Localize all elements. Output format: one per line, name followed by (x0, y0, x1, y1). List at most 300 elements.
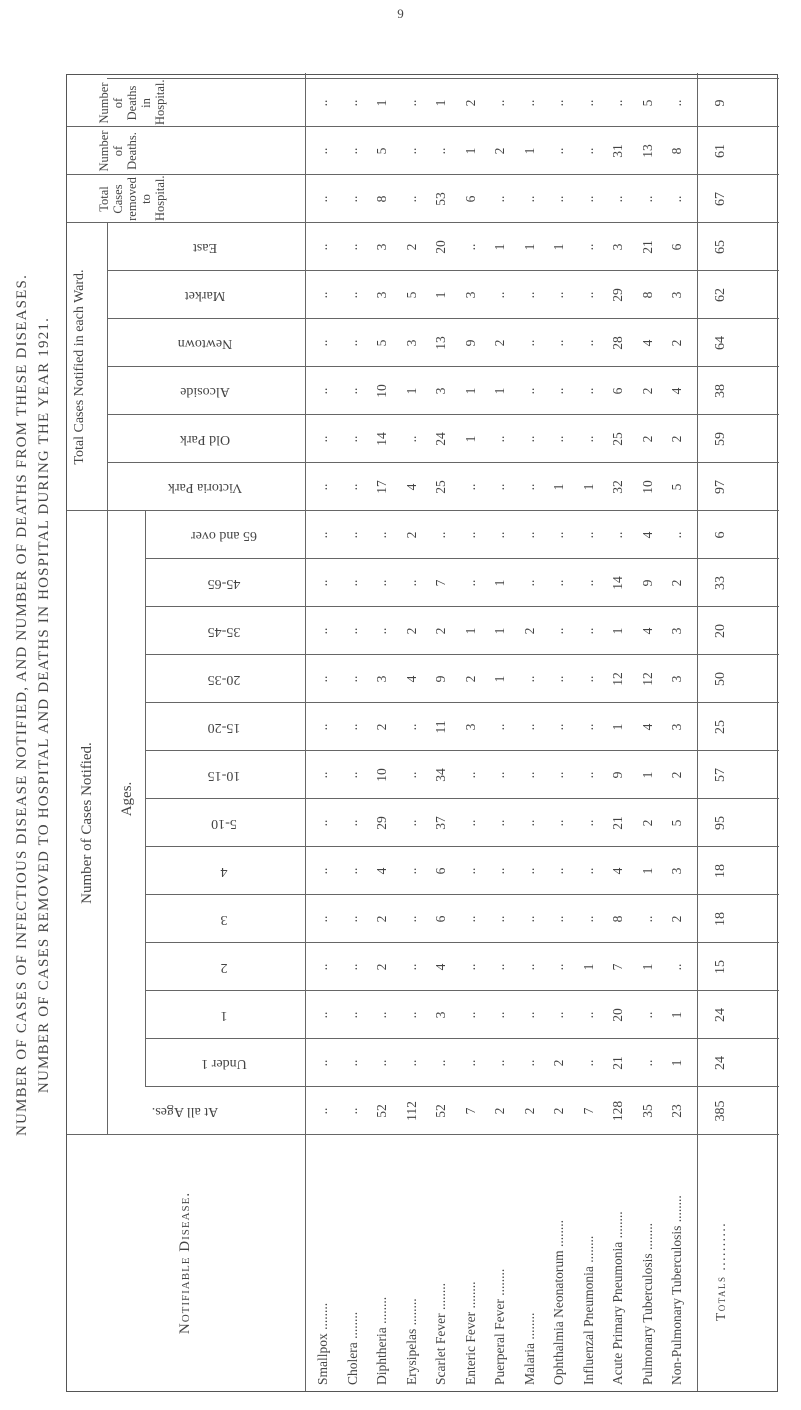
data-cell: .. (521, 819, 537, 827)
data-cell: .. (492, 483, 507, 491)
data-cell: .. (492, 867, 507, 875)
ward-rule (107, 223, 108, 511)
total-cell: 61 (712, 144, 728, 158)
data-cell: 7 (462, 1107, 478, 1115)
disease-label: Acute Primary Pneumonia ........ (610, 1211, 625, 1385)
data-cell: .. (374, 531, 389, 539)
data-cell: 9 (433, 675, 448, 683)
data-cell: 8 (669, 147, 684, 155)
data-cell: 1 (462, 435, 478, 443)
data-cell: .. (344, 1011, 360, 1019)
data-cell: .. (403, 1059, 419, 1067)
data-cell: 2 (374, 963, 389, 971)
data-cell: 1 (669, 1059, 684, 1067)
ward-col-header: East (192, 240, 218, 255)
data-cell: .. (580, 243, 596, 251)
data-cell: .. (462, 531, 478, 539)
data-cell: 13 (639, 144, 655, 158)
data-cell: .. (403, 819, 419, 827)
ward-col-header: Market (184, 288, 226, 303)
data-cell: .. (492, 291, 507, 299)
data-cell: .. (315, 1107, 330, 1115)
data-cell: 2 (551, 1107, 566, 1115)
data-cell: 9 (610, 771, 625, 779)
data-cell: 1 (639, 963, 655, 971)
data-cell: 2 (433, 627, 448, 635)
data-cell: .. (551, 675, 566, 683)
data-cell: .. (551, 627, 566, 635)
data-cell: .. (344, 387, 360, 395)
data-cell: 14 (374, 432, 389, 446)
data-cell: .. (580, 387, 596, 395)
data-cell: 2 (374, 915, 389, 923)
age-col-header: 10-15 (207, 768, 241, 783)
data-cell: 2 (551, 1059, 566, 1067)
data-cell: 53 (433, 192, 448, 206)
total-cell: 25 (712, 720, 728, 734)
data-cell: 3 (433, 1011, 448, 1019)
data-cell: 1 (374, 99, 389, 107)
data-cell: .. (315, 99, 330, 107)
data-cell: .. (403, 435, 419, 443)
data-cell: 5 (669, 483, 684, 491)
data-cell: 3 (374, 243, 389, 251)
data-cell: 4 (639, 339, 655, 347)
data-cell: .. (492, 1011, 507, 1019)
age-col-header: 15-20 (207, 720, 241, 735)
total-cell: 64 (712, 336, 728, 350)
data-cell: .. (521, 963, 537, 971)
data-cell: 2 (639, 387, 655, 395)
data-cell: 25 (610, 432, 625, 446)
data-cell: .. (315, 771, 330, 779)
data-cell: .. (639, 915, 655, 923)
data-cell: .. (492, 771, 507, 779)
data-cell: .. (551, 195, 566, 203)
data-cell: .. (551, 531, 566, 539)
data-cell: 3 (374, 675, 389, 683)
data-cell: 31 (610, 144, 625, 158)
data-cell: .. (344, 531, 360, 539)
disease-label: Non-Pulmonary Tuberculosis ........ (669, 1195, 684, 1385)
data-cell: .. (403, 771, 419, 779)
data-cell: .. (580, 1059, 596, 1067)
age-col-header: 65 and over (190, 528, 258, 543)
data-cell: .. (344, 915, 360, 923)
title-line-1: NUMBER OF CASES OF INFECTIOUS DISEASE NOTIFIED, AND NUMBER OF DEATHS FROM THESE DISEASES. (14, 273, 30, 1137)
data-cell: 2 (462, 675, 478, 683)
data-cell: 3 (669, 291, 684, 299)
data-cell: .. (315, 867, 330, 875)
total-cell: 38 (712, 384, 728, 398)
data-cell: .. (344, 963, 360, 971)
data-cell: .. (433, 531, 448, 539)
data-cell: 1 (521, 147, 537, 155)
data-cell: 32 (610, 480, 625, 494)
disease-label: Scarlet Fever ........ (433, 1283, 448, 1385)
data-cell: 2 (669, 435, 684, 443)
data-cell: .. (580, 147, 596, 155)
data-cell: .. (344, 99, 360, 107)
data-cell: 14 (610, 576, 625, 590)
data-cell: .. (403, 867, 419, 875)
data-cell: 2 (462, 99, 478, 107)
data-cell: 3 (403, 339, 419, 347)
data-cell: 2 (492, 1107, 507, 1115)
data-cell: 3 (669, 867, 684, 875)
data-cell: .. (374, 627, 389, 635)
data-cell: .. (403, 723, 419, 731)
data-cell: .. (521, 531, 537, 539)
data-cell: .. (551, 819, 566, 827)
data-cell: 5 (374, 147, 389, 155)
data-cell: .. (521, 291, 537, 299)
data-cell: .. (315, 195, 330, 203)
data-cell: .. (521, 867, 537, 875)
data-cell: .. (433, 1059, 448, 1067)
data-cell: .. (610, 99, 625, 107)
data-cell: 1 (492, 387, 507, 395)
data-cell: 52 (433, 1104, 448, 1118)
data-cell: .. (669, 963, 684, 971)
data-cell: .. (315, 915, 330, 923)
data-cell: 10 (374, 384, 389, 398)
data-cell: .. (492, 99, 507, 107)
data-cell: .. (580, 819, 596, 827)
total-cell: 385 (712, 1100, 728, 1122)
total-cell: 6 (712, 531, 728, 539)
age-col-header: 35-45 (207, 624, 241, 639)
data-cell: .. (521, 915, 537, 923)
data-cell: 1 (580, 483, 596, 491)
data-cell: .. (344, 867, 360, 875)
total-cell: 95 (712, 816, 728, 830)
data-cell: .. (403, 195, 419, 203)
data-cell: .. (315, 435, 330, 443)
data-cell: .. (344, 195, 360, 203)
data-cell: .. (315, 147, 330, 155)
data-cell: 128 (610, 1100, 625, 1122)
data-cell: 5 (669, 819, 684, 827)
data-cell: 1 (492, 579, 507, 587)
data-cell: .. (315, 627, 330, 635)
data-cell: .. (315, 819, 330, 827)
data-cell: 1 (521, 243, 537, 251)
total-cell: 62 (712, 288, 728, 302)
ages-header: Ages. (119, 781, 135, 817)
data-cell: .. (492, 195, 507, 203)
data-cell: .. (315, 387, 330, 395)
data-cell: 9 (462, 339, 478, 347)
data-cell: .. (315, 1011, 330, 1019)
data-cell: 17 (374, 480, 389, 494)
removed-header: Total Cases removed to Hospital. (97, 175, 167, 221)
data-cell: .. (374, 579, 389, 587)
total-cell: 67 (712, 192, 728, 206)
data-cell: 3 (462, 723, 478, 731)
data-cell: 28 (610, 336, 625, 350)
data-cell: 4 (610, 867, 625, 875)
total-cell: 57 (712, 768, 728, 782)
data-cell: 5 (403, 291, 419, 299)
data-cell: .. (492, 531, 507, 539)
data-cell: .. (551, 147, 566, 155)
data-cell: .. (580, 339, 596, 347)
data-cell: 112 (403, 1101, 419, 1121)
data-cell: 1 (580, 963, 596, 971)
data-cell: .. (462, 867, 478, 875)
data-cell: .. (315, 243, 330, 251)
disease-label: Erysipelas ........ (403, 1298, 419, 1385)
age-col-header: 20-35 (207, 672, 241, 687)
data-cell: .. (521, 1059, 537, 1067)
data-cell: .. (551, 771, 566, 779)
data-cell: .. (639, 195, 655, 203)
disease-label: Smallpox ........ (315, 1302, 330, 1385)
data-cell: .. (639, 1059, 655, 1067)
data-cell: 1 (462, 147, 478, 155)
data-cell: 1 (669, 1011, 684, 1019)
data-cell: .. (374, 1011, 389, 1019)
data-cell: .. (492, 723, 507, 731)
data-cell: .. (521, 1011, 537, 1019)
total-cell: 15 (712, 960, 728, 974)
data-cell: 1 (492, 675, 507, 683)
data-cell: .. (669, 195, 684, 203)
data-cell: .. (344, 819, 360, 827)
disease-label: Puerperal Fever ........ (492, 1268, 507, 1385)
data-cell: 24 (433, 432, 448, 446)
data-cell: .. (492, 963, 507, 971)
data-cell: 4 (403, 483, 419, 491)
data-cell: .. (344, 435, 360, 443)
data-cell: 2 (639, 435, 655, 443)
data-cell: 1 (551, 243, 566, 251)
data-cell: .. (492, 435, 507, 443)
data-cell: .. (344, 291, 360, 299)
data-cell: .. (462, 771, 478, 779)
data-cell: .. (344, 675, 360, 683)
data-cell: 52 (374, 1104, 389, 1118)
data-cell: .. (610, 531, 625, 539)
total-cell: 24 (712, 1008, 728, 1022)
data-cell: 7 (610, 963, 625, 971)
data-cell: 2 (492, 147, 507, 155)
data-cell: 1 (492, 243, 507, 251)
data-cell: .. (551, 723, 566, 731)
total-cell: 97 (712, 480, 728, 494)
data-cell: .. (551, 99, 566, 107)
data-cell: .. (580, 579, 596, 587)
data-cell: .. (344, 1107, 360, 1115)
data-cell: .. (315, 579, 330, 587)
number-notified-header: Number of Cases Notified. (79, 742, 95, 904)
data-cell: 4 (433, 963, 448, 971)
data-cell: 6 (433, 867, 448, 875)
data-cell: .. (344, 483, 360, 491)
data-cell: 3 (374, 291, 389, 299)
title-line-2: NUMBER OF CASES REMOVED TO HOSPITAL AND DEATHS IN HOSPITAL DURING THE YEAR 1921. (36, 316, 52, 1094)
data-cell: 1 (610, 723, 625, 731)
data-cell: 2 (521, 627, 537, 635)
data-cell: 2 (403, 627, 419, 635)
data-cell: .. (344, 339, 360, 347)
data-cell: .. (315, 483, 330, 491)
ages-rule (145, 511, 146, 1087)
data-cell: .. (492, 915, 507, 923)
data-cell: .. (344, 723, 360, 731)
total-cell: 9 (712, 99, 728, 107)
header-rule (305, 73, 306, 1391)
data-cell: .. (315, 1059, 330, 1067)
data-cell: .. (580, 291, 596, 299)
total-cell: 59 (712, 432, 728, 446)
data-cell: 34 (433, 768, 448, 782)
data-cell: .. (492, 819, 507, 827)
data-cell: 7 (433, 579, 448, 587)
total-cell: 18 (712, 912, 728, 926)
data-cell: .. (492, 1059, 507, 1067)
data-cell: 1 (610, 627, 625, 635)
data-cell: .. (521, 723, 537, 731)
data-cell: .. (551, 339, 566, 347)
data-cell: 1 (462, 627, 478, 635)
data-cell: .. (521, 435, 537, 443)
data-cell: .. (403, 147, 419, 155)
total-cell: 18 (712, 864, 728, 878)
data-cell: .. (374, 1059, 389, 1067)
disease-label: Malaria ........ (521, 1312, 537, 1385)
totals-rule (697, 73, 698, 1391)
data-cell: .. (315, 963, 330, 971)
data-cell: 6 (669, 243, 684, 251)
data-cell: 6 (462, 195, 478, 203)
age-col-header: 45-65 (207, 576, 241, 591)
data-cell: 21 (610, 1056, 625, 1070)
data-cell: .. (669, 531, 684, 539)
data-cell: 29 (610, 288, 625, 302)
data-cell: 6 (433, 915, 448, 923)
ward-col-header: Newtown (177, 336, 233, 351)
data-cell: .. (344, 627, 360, 635)
data-cell: .. (344, 579, 360, 587)
data-cell: .. (344, 771, 360, 779)
age-col-header: 3 (220, 912, 228, 927)
data-cell: 1 (492, 627, 507, 635)
data-cell: 7 (580, 1107, 596, 1115)
data-cell: .. (580, 99, 596, 107)
data-cell: .. (403, 579, 419, 587)
data-cell: .. (551, 387, 566, 395)
age-col-header: Under 1 (201, 1056, 247, 1071)
data-cell: .. (462, 579, 478, 587)
disease-label: Cholera ........ (344, 1311, 360, 1385)
data-cell: .. (403, 1011, 419, 1019)
data-cell: .. (315, 723, 330, 731)
data-cell: 4 (639, 627, 655, 635)
data-cell: .. (462, 819, 478, 827)
disease-label: Ophthalmia Neonatorum ........ (551, 1220, 566, 1385)
data-cell: .. (403, 963, 419, 971)
data-cell: 4 (374, 867, 389, 875)
disease-label: Diphtheria ........ (374, 1296, 389, 1385)
data-cell: .. (403, 99, 419, 107)
data-cell: 8 (610, 915, 625, 923)
data-cell: .. (521, 339, 537, 347)
data-cell: .. (580, 915, 596, 923)
data-cell: 2 (639, 819, 655, 827)
data-cell: .. (580, 435, 596, 443)
notified-rule (107, 511, 108, 1135)
data-cell: 12 (639, 672, 655, 686)
data-cell: .. (344, 147, 360, 155)
data-cell: .. (462, 483, 478, 491)
deaths-hospital-header: Number of Deaths in Hospital. (97, 79, 167, 125)
data-cell: .. (551, 291, 566, 299)
data-cell: 10 (639, 480, 655, 494)
data-cell: 2 (669, 339, 684, 347)
data-cell: 3 (669, 627, 684, 635)
data-cell: 2 (521, 1107, 537, 1115)
data-cell: 23 (669, 1104, 684, 1118)
data-cell: 2 (374, 723, 389, 731)
data-cell: .. (580, 675, 596, 683)
data-cell: 6 (610, 387, 625, 395)
data-cell: .. (521, 195, 537, 203)
data-cell: 2 (669, 915, 684, 923)
data-cell: 9 (639, 579, 655, 587)
data-cell: 3 (669, 723, 684, 731)
data-cell: .. (462, 963, 478, 971)
data-cell: 1 (639, 867, 655, 875)
data-cell: .. (551, 435, 566, 443)
data-cell: 21 (610, 816, 625, 830)
data-cell: 37 (433, 816, 448, 830)
data-cell: .. (344, 243, 360, 251)
data-cell: 2 (403, 243, 419, 251)
data-cell: .. (315, 531, 330, 539)
data-cell: .. (315, 339, 330, 347)
data-cell: .. (403, 915, 419, 923)
data-cell: .. (521, 387, 537, 395)
ward-col-header: Victoria Park (167, 480, 243, 495)
total-cell: 65 (712, 240, 728, 254)
total-cell: 50 (712, 672, 728, 686)
data-cell: 2 (403, 531, 419, 539)
data-cell: 2 (669, 579, 684, 587)
disease-label: Influenzal Pneumonia ........ (580, 1235, 596, 1385)
data-cell: .. (580, 1011, 596, 1019)
data-cell: .. (580, 867, 596, 875)
data-cell: 2 (492, 339, 507, 347)
data-cell: 1 (433, 99, 448, 107)
total-cell: 24 (712, 1056, 728, 1070)
data-cell: 5 (374, 339, 389, 347)
total-cell: 33 (712, 576, 728, 590)
page-number: 9 (397, 6, 404, 21)
disease-label: Enteric Fever ........ (462, 1281, 478, 1385)
age-col-header: 1 (220, 1008, 228, 1023)
data-cell: .. (639, 1011, 655, 1019)
data-cell: 25 (433, 480, 448, 494)
data-cell: 3 (610, 243, 625, 251)
data-cell: .. (315, 675, 330, 683)
data-cell: 20 (610, 1008, 625, 1022)
data-cell: 8 (639, 291, 655, 299)
data-cell: 3 (433, 387, 448, 395)
deaths-header: Number of Deaths. (97, 130, 139, 172)
age-col-header: 2 (220, 960, 228, 975)
